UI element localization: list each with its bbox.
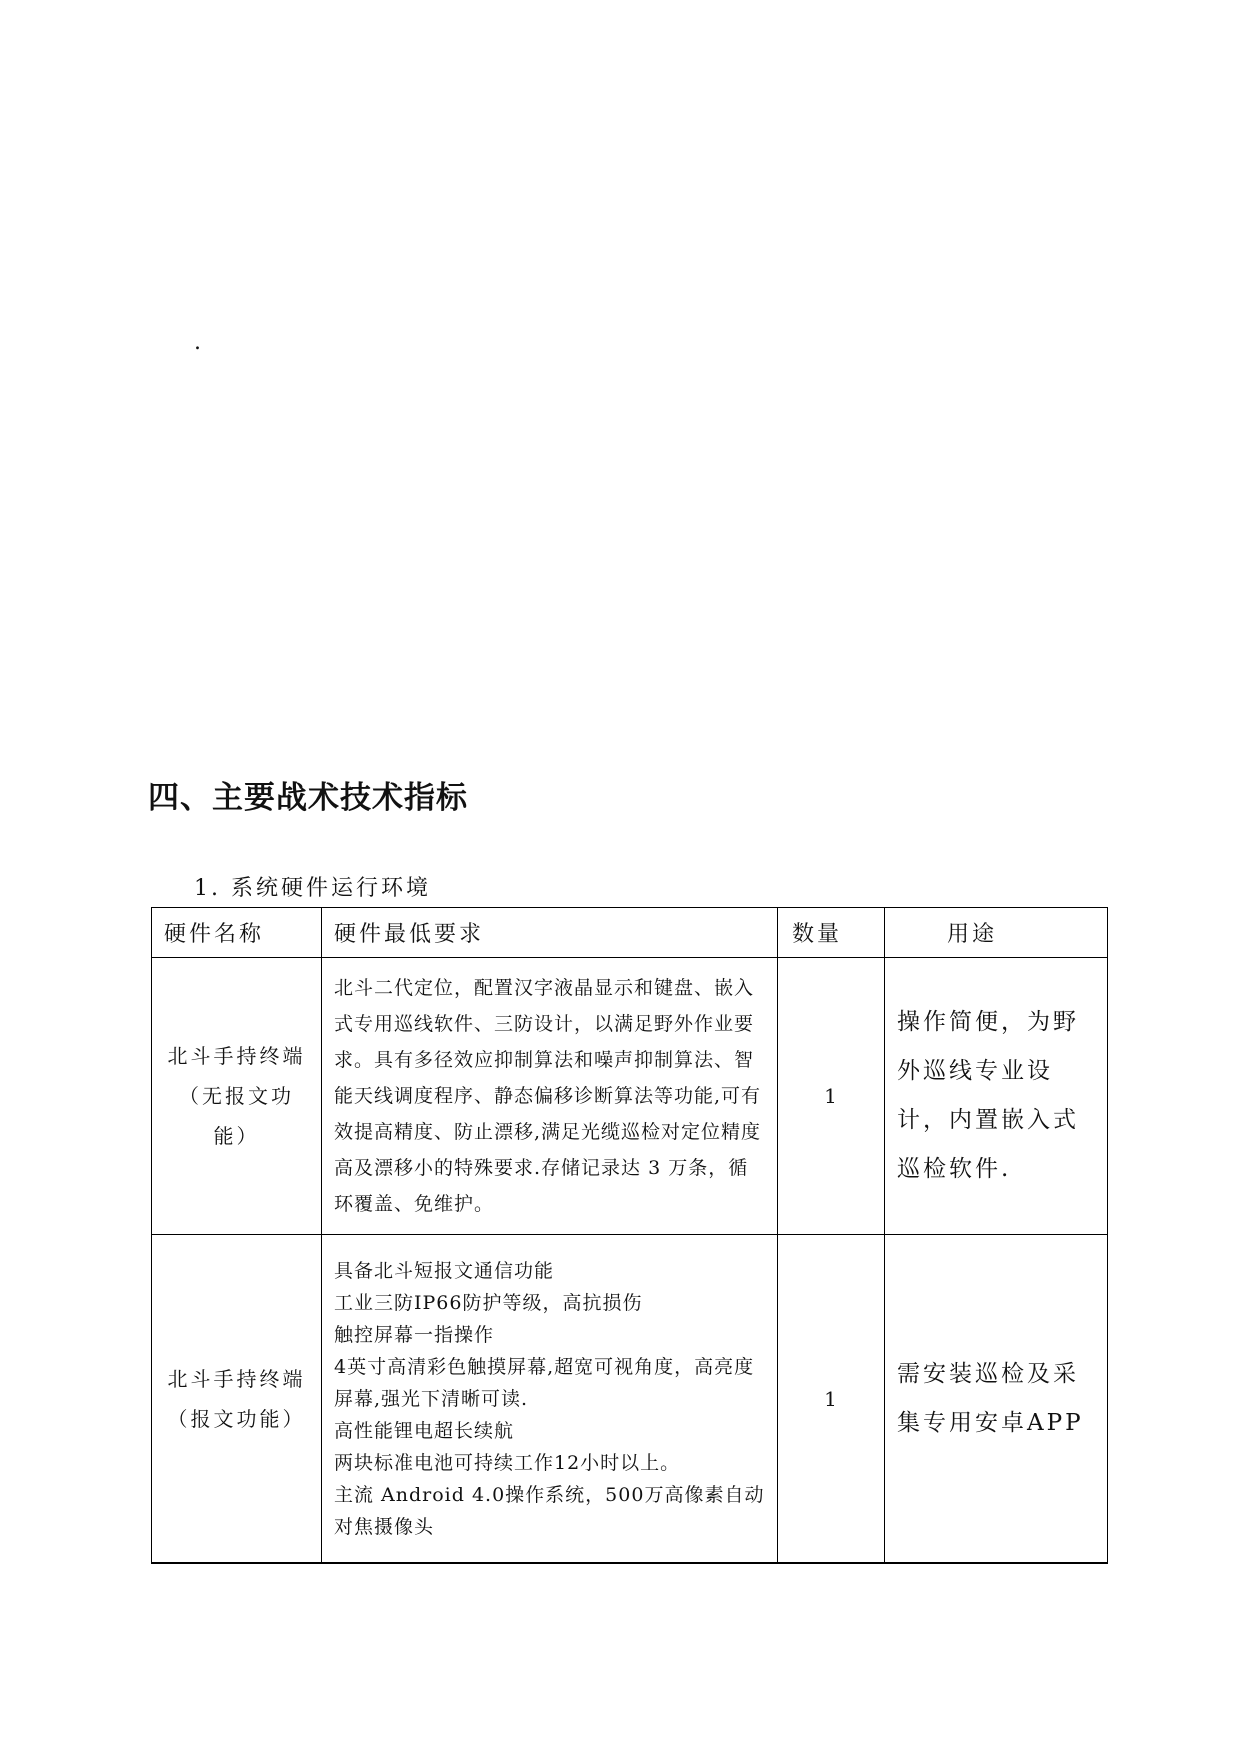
requirement-line: 触控屏幕一指操作 (334, 1323, 495, 1346)
page-mark: . (194, 330, 201, 355)
table-header-row (152, 908, 1108, 958)
header-hardware-name: 硬件名称 (152, 908, 322, 958)
hardware-name-cell (152, 958, 322, 1235)
hardware-variant: （报文功能） (167, 1406, 306, 1431)
hardware-name: 北斗手持终端 (167, 1366, 306, 1391)
header-purpose: 用途 (885, 908, 1108, 958)
hardware-name: 北斗手持终端 (167, 1044, 306, 1068)
requirements-cell (322, 1235, 778, 1564)
header-quantity: 数量 (778, 908, 885, 958)
table-row (152, 1235, 1108, 1564)
requirement-line: 4英寸高清彩色触摸屏幕,超宽可视角度，高亮度屏幕,强光下清晰可读. (334, 1355, 755, 1410)
purpose-cell: 操作简便，为野外巡线专业设计，内置嵌入式巡检软件. (885, 958, 1108, 1235)
requirement-line: 工业三防IP66防护等级，高抗损伤 (334, 1291, 643, 1314)
header-requirements: 硬件最低要求 (322, 908, 778, 958)
hardware-variant: （无报文功能） (179, 1084, 294, 1148)
subsection-title: 1. 系统硬件运行环境 (194, 876, 431, 901)
requirement-line: 主流 Android 4.0操作系统，500万高像素自动对焦摄像头 (334, 1483, 765, 1538)
requirement-line: 两块标准电池可持续工作12小时以上。 (334, 1451, 681, 1474)
section-heading: 四、主要战术技术指标 (148, 780, 468, 816)
requirements-cell: 北斗二代定位，配置汉字液晶显示和键盘、嵌入式专用巡线软件、三防设计，以满足野外作业要求。具有多径效应抑制算法和噪声抑制算法、智能天线调度程序、静态偏移诊断算法等功能,可有效提高精度、防止漂移,满足光缆巡检对定位精度高及漂移小的特殊要求.存储记录达 3 万条，循环覆盖、免维护。 (322, 958, 778, 1235)
quantity-cell: 1 (778, 1235, 885, 1564)
hardware-table (151, 907, 1108, 1564)
requirement-line: 具备北斗短报文通信功能 (334, 1259, 555, 1282)
quantity-cell: 1 (778, 958, 885, 1235)
purpose-cell: 需安装巡检及采集专用安卓APP (885, 1235, 1108, 1564)
hardware-name-cell (152, 1235, 322, 1564)
requirement-line: 高性能锂电超长续航 (334, 1419, 515, 1442)
table-row (152, 958, 1108, 1235)
